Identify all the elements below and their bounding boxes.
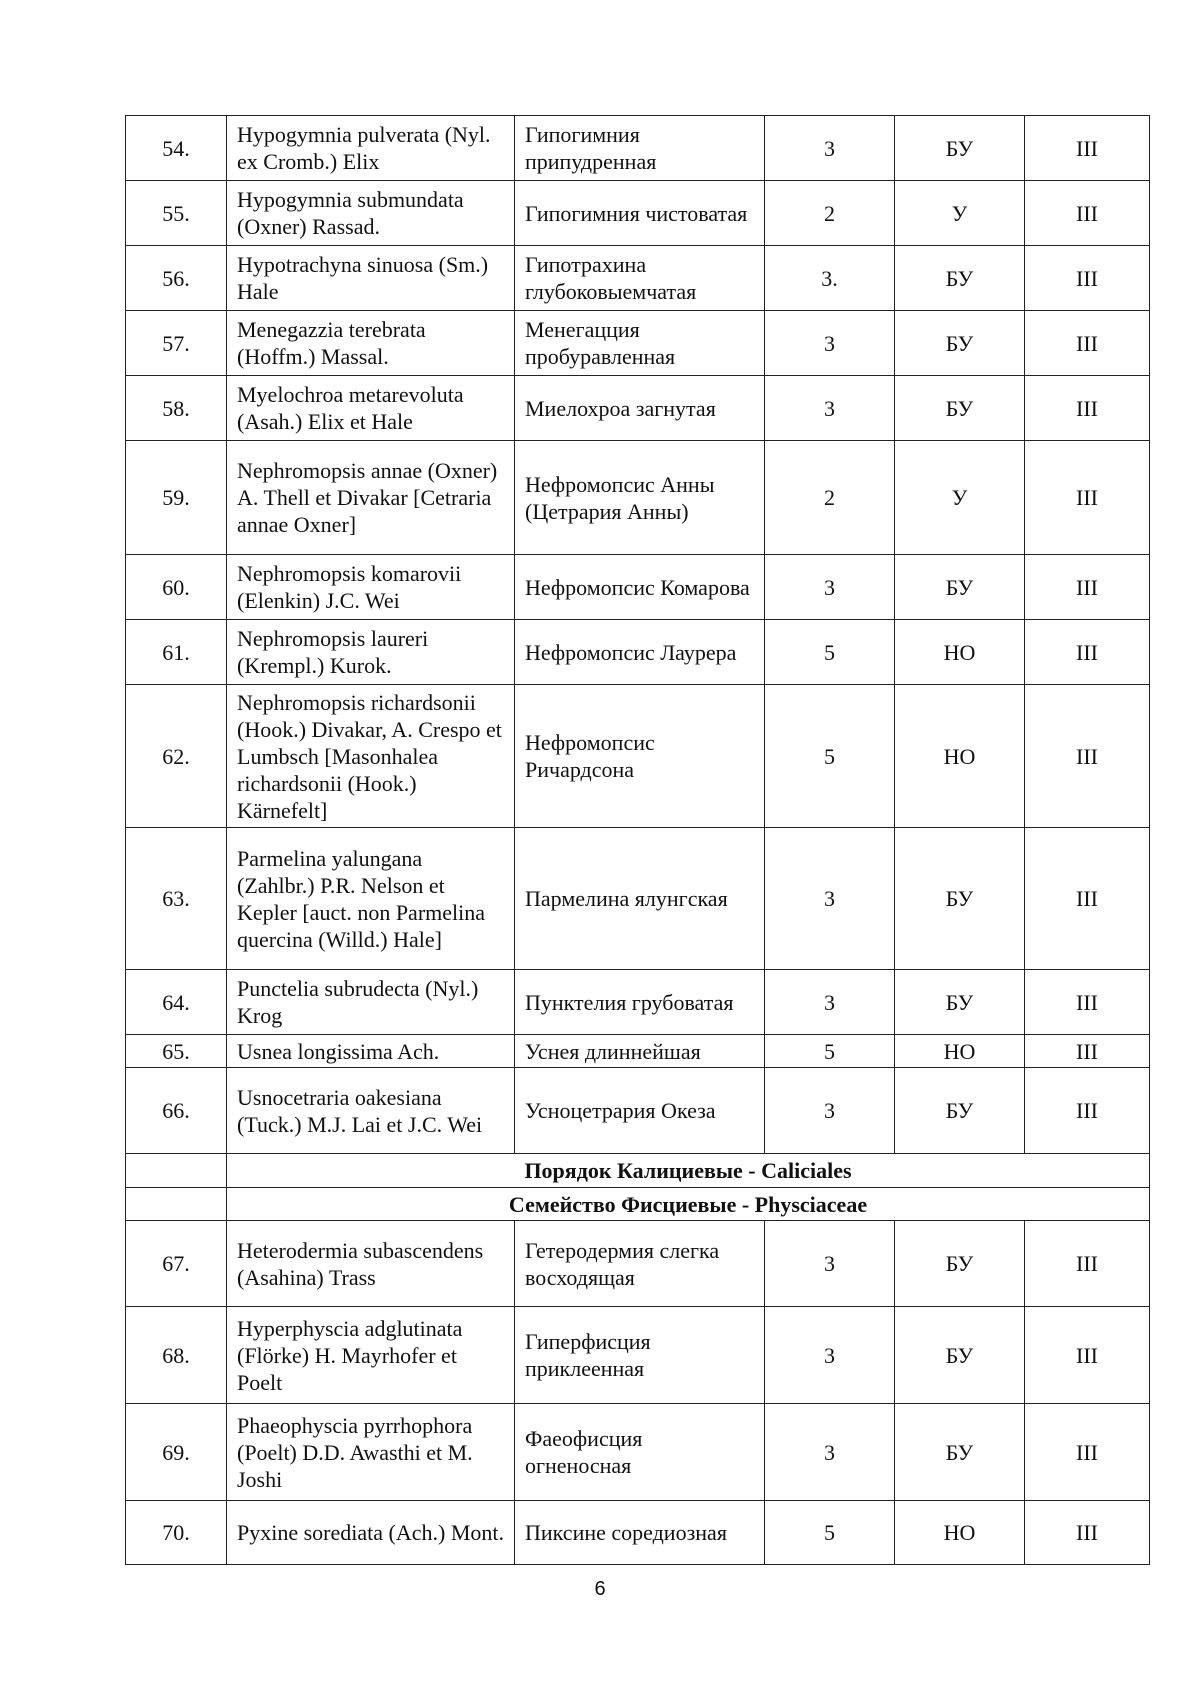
category-cell: 3 <box>765 116 895 181</box>
criterion-cell: III <box>1025 1404 1150 1501</box>
latin-name-cell: Nephromopsis richardsonii (Hook.) Divakar, A. Crespo et Lumbsch [Masonhalea richardsonii (Hook.) Kärnefelt] <box>227 685 515 828</box>
table-row <box>126 1221 1150 1307</box>
status-cell: НО <box>895 1035 1025 1068</box>
row-number-cell: 65. <box>126 1035 227 1068</box>
latin-name-cell: Parmelina yalungana (Zahlbr.) P.R. Nelson et Kepler [auct. non Parmelina quercina (Willd.) Hale] <box>227 828 515 970</box>
table-row <box>126 116 1150 181</box>
latin-name-cell: Nephromopsis komarovii (Elenkin) J.C. Wei <box>227 555 515 620</box>
russian-name-cell: Гетеродермия слегка восходящая <box>515 1221 765 1307</box>
status-cell: БУ <box>895 116 1025 181</box>
category-cell: 5 <box>765 620 895 685</box>
row-number-cell: 64. <box>126 970 227 1035</box>
latin-name-cell: Nephromopsis annae (Oxner) A. Thell et Divakar [Cetraria annae Oxner] <box>227 441 515 555</box>
status-cell: БУ <box>895 555 1025 620</box>
status-cell: БУ <box>895 1307 1025 1404</box>
latin-name-cell: Hypotrachyna sinuosa (Sm.) Hale <box>227 246 515 311</box>
table-row <box>126 828 1150 970</box>
row-number-cell: 66. <box>126 1068 227 1154</box>
row-number-cell: 57. <box>126 311 227 376</box>
russian-name-cell: Уснея длиннейшая <box>515 1035 765 1068</box>
latin-name-cell: Hypogymnia pulverata (Nyl. ex Cromb.) Elix <box>227 116 515 181</box>
latin-name-cell: Usnea longissima Ach. <box>227 1035 515 1068</box>
row-number-cell: 67. <box>126 1221 227 1307</box>
table-row <box>126 311 1150 376</box>
criterion-cell: III <box>1025 970 1150 1035</box>
latin-name-cell: Phaeophyscia pyrrhophora (Poelt) D.D. Awasthi et M. Joshi <box>227 1404 515 1501</box>
criterion-cell: III <box>1025 1221 1150 1307</box>
section-header-row <box>126 1188 1150 1221</box>
status-cell: БУ <box>895 376 1025 441</box>
russian-name-cell: Усноцетрария Океза <box>515 1068 765 1154</box>
category-cell: 3 <box>765 555 895 620</box>
status-cell: У <box>895 441 1025 555</box>
category-cell: 3 <box>765 311 895 376</box>
category-cell: 2 <box>765 181 895 246</box>
status-cell: НО <box>895 685 1025 828</box>
status-cell: БУ <box>895 970 1025 1035</box>
row-number-cell: 54. <box>126 116 227 181</box>
category-cell: 3 <box>765 970 895 1035</box>
category-cell: 3 <box>765 828 895 970</box>
species-table-body <box>126 116 1150 1565</box>
criterion-cell: III <box>1025 376 1150 441</box>
row-number-cell: 69. <box>126 1404 227 1501</box>
status-cell: БУ <box>895 1404 1025 1501</box>
russian-name-cell: Гиперфисция приклеенная <box>515 1307 765 1404</box>
row-number-cell: 63. <box>126 828 227 970</box>
latin-name-cell: Pyxine sorediata (Ach.) Mont. <box>227 1501 515 1565</box>
section-number-cell <box>126 1154 227 1188</box>
russian-name-cell: Менегацция пробуравленная <box>515 311 765 376</box>
category-cell: 3 <box>765 376 895 441</box>
russian-name-cell: Гипогимния чистоватая <box>515 181 765 246</box>
latin-name-cell: Nephromopsis laureri (Krempl.) Kurok. <box>227 620 515 685</box>
section-header-row <box>126 1154 1150 1188</box>
table-row <box>126 1404 1150 1501</box>
section-label: Семейство Фисциевые - Physciaceae <box>227 1188 1150 1221</box>
russian-name-cell: Нефромопсис Комарова <box>515 555 765 620</box>
criterion-cell: III <box>1025 246 1150 311</box>
criterion-cell: III <box>1025 1501 1150 1565</box>
category-cell: 5 <box>765 685 895 828</box>
table-row <box>126 620 1150 685</box>
row-number-cell: 68. <box>126 1307 227 1404</box>
category-cell: 5 <box>765 1501 895 1565</box>
table-row <box>126 181 1150 246</box>
row-number-cell: 62. <box>126 685 227 828</box>
criterion-cell: III <box>1025 828 1150 970</box>
status-cell: НО <box>895 620 1025 685</box>
row-number-cell: 59. <box>126 441 227 555</box>
latin-name-cell: Myelochroa metarevoluta (Asah.) Elix et Hale <box>227 376 515 441</box>
russian-name-cell: Миелохроа загнутая <box>515 376 765 441</box>
latin-name-cell: Usnocetraria oakesiana (Tuck.) M.J. Lai et J.C. Wei <box>227 1068 515 1154</box>
table-row <box>126 970 1150 1035</box>
category-cell: 5 <box>765 1035 895 1068</box>
latin-name-cell: Menegazzia terebrata (Hoffm.) Massal. <box>227 311 515 376</box>
table-row <box>126 441 1150 555</box>
status-cell: БУ <box>895 1221 1025 1307</box>
row-number-cell: 56. <box>126 246 227 311</box>
category-cell: 2 <box>765 441 895 555</box>
status-cell: БУ <box>895 246 1025 311</box>
latin-name-cell: Heterodermia subascendens (Asahina) Trass <box>227 1221 515 1307</box>
criterion-cell: III <box>1025 1068 1150 1154</box>
table-row <box>126 376 1150 441</box>
status-cell: БУ <box>895 1068 1025 1154</box>
criterion-cell: III <box>1025 1307 1150 1404</box>
row-number-cell: 60. <box>126 555 227 620</box>
status-cell: БУ <box>895 311 1025 376</box>
row-number-cell: 55. <box>126 181 227 246</box>
table-row <box>126 1307 1150 1404</box>
row-number-cell: 61. <box>126 620 227 685</box>
russian-name-cell: Пиксине соредиозная <box>515 1501 765 1565</box>
row-number-cell: 58. <box>126 376 227 441</box>
category-cell: 3 <box>765 1221 895 1307</box>
latin-name-cell: Hypogymnia submundata (Oxner) Rassad. <box>227 181 515 246</box>
category-cell: 3 <box>765 1404 895 1501</box>
russian-name-cell: Пунктелия грубоватая <box>515 970 765 1035</box>
status-cell: НО <box>895 1501 1025 1565</box>
section-label: Порядок Калициевые - Caliciales <box>227 1154 1150 1188</box>
species-table <box>125 115 1150 1565</box>
table-row <box>126 555 1150 620</box>
russian-name-cell: Нефромопсис Анны (Цетрария Анны) <box>515 441 765 555</box>
criterion-cell: III <box>1025 620 1150 685</box>
table-row <box>126 1501 1150 1565</box>
status-cell: БУ <box>895 828 1025 970</box>
criterion-cell: III <box>1025 555 1150 620</box>
table-row <box>126 1035 1150 1068</box>
category-cell: 3. <box>765 246 895 311</box>
criterion-cell: III <box>1025 311 1150 376</box>
page-number: 6 <box>594 1578 606 1600</box>
criterion-cell: III <box>1025 441 1150 555</box>
latin-name-cell: Hyperphyscia adglutinata (Flörke) H. Mayrhofer et Poelt <box>227 1307 515 1404</box>
category-cell: 3 <box>765 1068 895 1154</box>
russian-name-cell: Фаеофисция огненосная <box>515 1404 765 1501</box>
russian-name-cell: Гипогимния припудренная <box>515 116 765 181</box>
russian-name-cell: Нефромопсис Лаурера <box>515 620 765 685</box>
section-number-cell <box>126 1188 227 1221</box>
table-row <box>126 1068 1150 1154</box>
criterion-cell: III <box>1025 1035 1150 1068</box>
status-cell: У <box>895 181 1025 246</box>
table-row <box>126 685 1150 828</box>
latin-name-cell: Punctelia subrudecta (Nyl.) Krog <box>227 970 515 1035</box>
russian-name-cell: Нефромопсис Ричардсона <box>515 685 765 828</box>
russian-name-cell: Гипотрахина глубоковыемчатая <box>515 246 765 311</box>
criterion-cell: III <box>1025 685 1150 828</box>
criterion-cell: III <box>1025 116 1150 181</box>
table-row <box>126 246 1150 311</box>
criterion-cell: III <box>1025 181 1150 246</box>
category-cell: 3 <box>765 1307 895 1404</box>
russian-name-cell: Пармелина ялунгская <box>515 828 765 970</box>
row-number-cell: 70. <box>126 1501 227 1565</box>
